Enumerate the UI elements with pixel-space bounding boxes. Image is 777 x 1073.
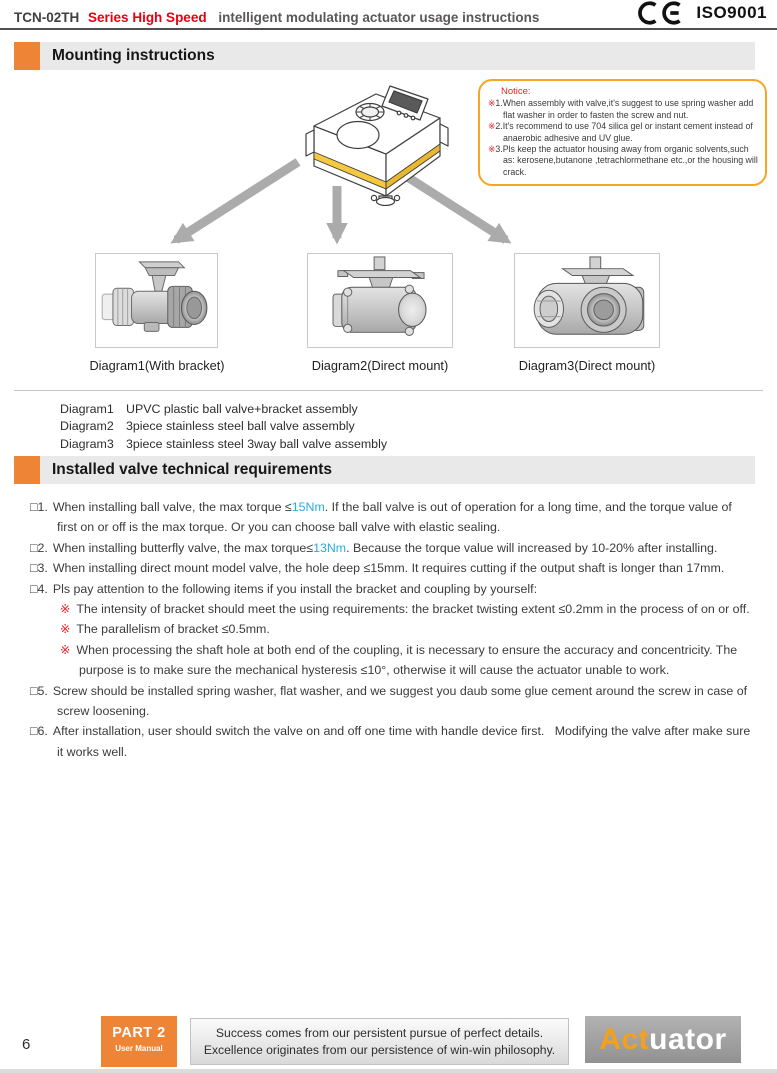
legend-label: Diagram2 bbox=[60, 419, 114, 434]
requirement-text: After installation, user should switch the valve on and off one time with handle device first. Modifying the valve after make sure it works well. bbox=[52, 724, 751, 759]
notice-item bbox=[488, 144, 758, 178]
section-mounting-instructions bbox=[14, 42, 755, 70]
notice-text: 2.It's recommend to use 704 silica gel or instant cement instead of anaerobic adhesive and UV glue. bbox=[495, 121, 753, 143]
diagram3-figure bbox=[514, 253, 660, 348]
requirement-text: When installing direct mount model valve, the hole deep ≤15mm. It requires cutting if the output shaft is longer than 17mm. bbox=[52, 561, 725, 576]
requirement-text: Pls pay attention to the following items if you install the bracket and coupling by yourself: bbox=[52, 581, 538, 596]
subtitle: intelligent modulating actuator usage instructions bbox=[218, 10, 540, 25]
checkbox-marker: □6. bbox=[30, 724, 48, 739]
part-badge bbox=[101, 1016, 177, 1067]
diagram1-caption: Diagram1(With bracket) bbox=[89, 358, 225, 373]
notice-item bbox=[488, 98, 758, 121]
arrow-left bbox=[176, 162, 298, 240]
requirement-text: When installing ball valve, the max torque ≤ bbox=[52, 500, 292, 514]
checkbox-marker: □3. bbox=[30, 561, 48, 576]
notice-box bbox=[478, 79, 767, 186]
requirement-text: . Because the torque value will increased by 10-20% after installing. bbox=[346, 540, 718, 555]
requirement-text: Screw should be installed spring washer, flat washer, and we suggest you daub some glue cement around the screw in case of screw loosening. bbox=[52, 683, 748, 719]
sub-requirement-text: The intensity of bracket should meet the using requirements: the bracket twisting extent ≤0.2mm in the process of on or off. bbox=[76, 602, 750, 617]
orange-square-icon bbox=[14, 42, 40, 70]
legend-row bbox=[60, 401, 387, 418]
notice-text: 3.Pls keep the actuator housing away from organic solvents,such as: kerosene,butanone ,tetrachlormethane etc.,or the housing will crack. bbox=[495, 144, 758, 177]
three-piece-ball-valve-illustration bbox=[308, 254, 452, 347]
legend-text: UPVC plastic ball valve+bracket assembly bbox=[126, 402, 358, 416]
requirement-item-1 bbox=[30, 497, 752, 538]
diagram2-caption: Diagram2(Direct mount) bbox=[311, 358, 449, 373]
notice-title: Notice: bbox=[501, 86, 531, 97]
checkbox-marker: □2. bbox=[30, 540, 48, 555]
part-label: PART 2 bbox=[112, 1025, 166, 1041]
asterisk-marker: ※ bbox=[488, 98, 496, 109]
page-header bbox=[0, 0, 777, 30]
torque-value: 13Nm bbox=[313, 540, 347, 555]
legend-label: Diagram1 bbox=[60, 402, 114, 416]
series-name: Series High Speed bbox=[88, 10, 207, 25]
slogan-line1: Success comes from our persistent pursue of perfect details. bbox=[215, 1026, 544, 1040]
legend-row bbox=[60, 436, 387, 453]
requirement-text: When installing butterfly valve, the max torque≤ bbox=[52, 540, 314, 555]
horizontal-divider bbox=[14, 390, 763, 391]
section-title: Mounting instructions bbox=[52, 47, 215, 64]
legend-label: Diagram3 bbox=[60, 436, 114, 451]
slogan-line2: Excellence originates from our persistence of win-win philosophy. bbox=[203, 1042, 556, 1057]
diagram3-caption: Diagram3(Direct mount) bbox=[518, 358, 656, 373]
legend-row bbox=[60, 418, 387, 435]
brand-logo bbox=[585, 1016, 741, 1063]
iso-label: ISO9001 bbox=[696, 3, 767, 22]
asterisk-marker: ※ bbox=[60, 602, 71, 617]
sub-requirement-text: When processing the shaft hole at both end of the coupling, it is necessary to ensure the accuracy and concentricity. The purpose is to make sure the mechanical hysteresis ≤10°, otherwise it will cause the actuator unable to work. bbox=[76, 642, 738, 678]
logo-rest-text: uator bbox=[649, 1022, 727, 1056]
section-valve-requirements bbox=[14, 456, 755, 484]
checkbox-marker: □4. bbox=[30, 581, 48, 596]
requirement-item-3 bbox=[30, 558, 752, 578]
sub-requirement-3 bbox=[60, 640, 752, 681]
actuator-illustration bbox=[296, 72, 460, 206]
diagram2-figure bbox=[307, 253, 453, 348]
requirement-item-5 bbox=[30, 681, 752, 722]
part-sublabel: User Manual bbox=[115, 1044, 163, 1053]
notice-text: 1.When assembly with valve,it's suggest to use spring washer add flat washer in order to fasten the screw and nut. bbox=[495, 98, 754, 120]
requirement-item-4 bbox=[30, 579, 752, 599]
document-title bbox=[14, 10, 539, 25]
legend-text: 3piece stainless steel ball valve assembly bbox=[126, 419, 355, 434]
requirement-item-2 bbox=[30, 538, 752, 558]
asterisk-marker: ※ bbox=[488, 144, 496, 155]
requirements-list bbox=[30, 497, 752, 762]
sub-requirement-text: The parallelism of bracket ≤0.5mm. bbox=[76, 622, 270, 637]
page-number: 6 bbox=[22, 1036, 31, 1053]
asterisk-marker: ※ bbox=[60, 622, 71, 637]
certification-marks bbox=[635, 1, 767, 25]
page-bottom-edge bbox=[0, 1069, 777, 1073]
checkbox-marker: □5. bbox=[30, 683, 48, 698]
orange-square-icon bbox=[14, 456, 40, 484]
section-title: Installed valve technical requirements bbox=[52, 461, 332, 478]
model-name: TCN-02TH bbox=[14, 10, 80, 25]
mounting-diagram-area bbox=[0, 70, 777, 380]
sub-requirement-1 bbox=[60, 599, 752, 619]
torque-value: 15Nm bbox=[291, 500, 325, 514]
requirement-text: . If the ball valve is out of operation for a long time, and the torque value of first on or off is the max torque. Or you can choose ball valve with elastic sealing. bbox=[57, 500, 732, 535]
three-way-ball-valve-illustration bbox=[515, 254, 659, 347]
legend-text: 3piece stainless steel 3way ball valve assembly bbox=[126, 436, 388, 451]
slogan-box bbox=[190, 1018, 569, 1065]
checkbox-marker: □1. bbox=[30, 500, 48, 514]
logo-accent-text: Act bbox=[599, 1022, 650, 1056]
asterisk-marker: ※ bbox=[60, 642, 71, 657]
diagram-legend bbox=[60, 401, 387, 453]
asterisk-marker: ※ bbox=[488, 121, 496, 132]
ball-valve-with-bracket-illustration bbox=[96, 254, 217, 347]
notice-item bbox=[488, 121, 758, 144]
requirement-item-6 bbox=[30, 721, 752, 762]
diagram1-figure bbox=[95, 253, 218, 348]
sub-requirement-2 bbox=[60, 619, 752, 639]
ce-mark-icon bbox=[635, 1, 687, 25]
